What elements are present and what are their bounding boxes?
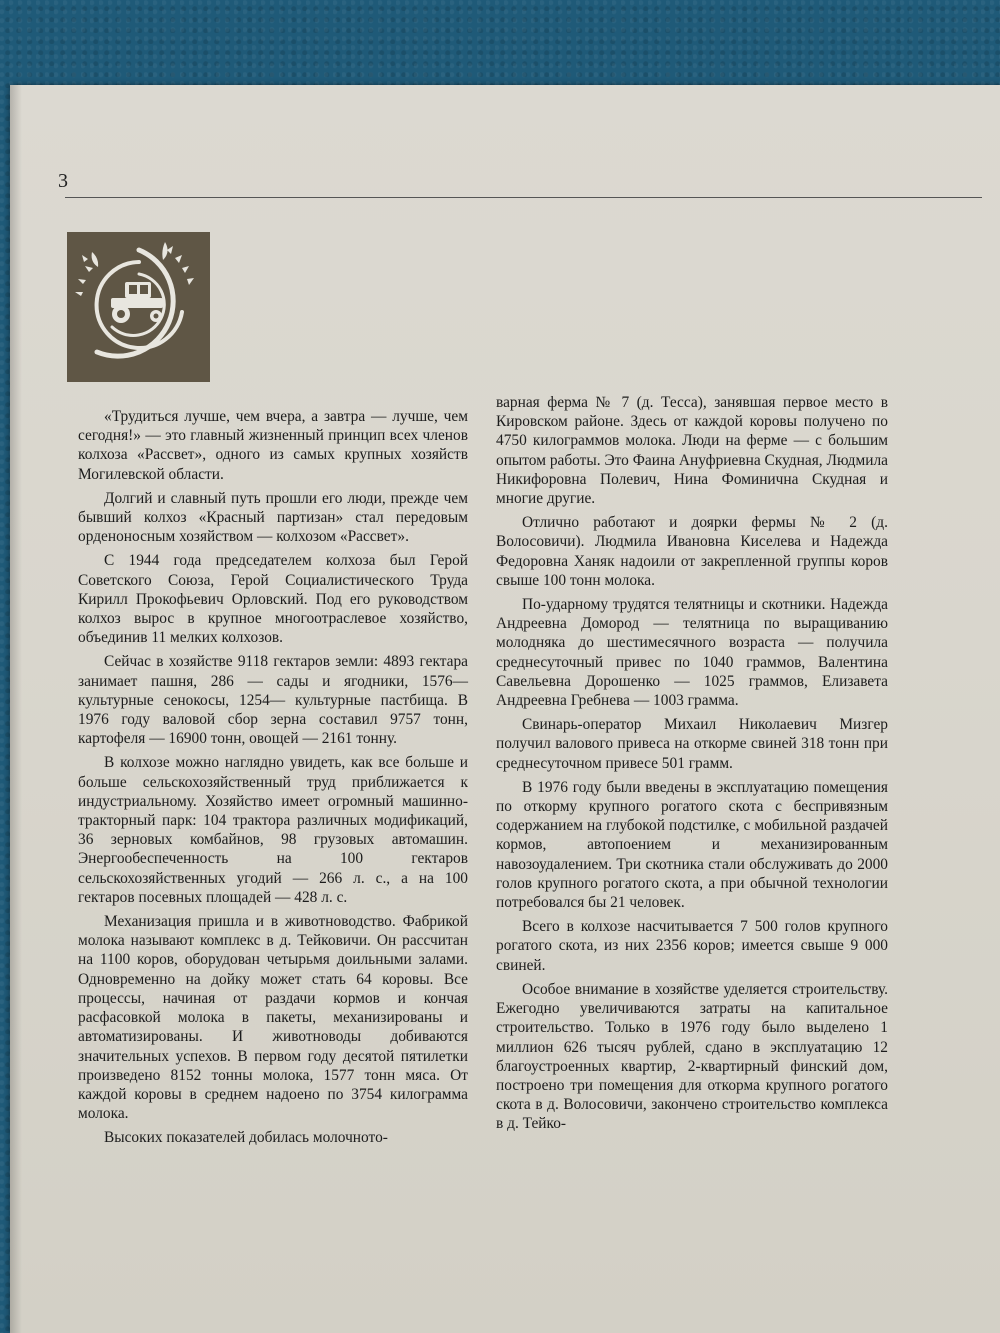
paragraph: варная ферма № 7 (д. Тесса), занявшая первое место в Кировском районе. Здесь от каждой коровы получено по 4750 килограммов молока. Люди на ферме — с большим опытом работы. Это Фаина Ануфриевна Скудная, Людмила Никифоровна Полевич, Нина Фоминична Скудная и многие другие. — [496, 394, 888, 508]
tractor-emblem-icon — [67, 232, 210, 382]
paragraph: Сейчас в хозяйстве 9118 гектаров земли: 4893 гектара занимает пашня, 286 — сады и ягодники, 1576—культурные сенокосы, 1254— культурные пастбища. В 1976 году валовой сбор зерна составил 9757 тонн, картофеля — 16900 тонн, овощей — 2161 тонну. — [78, 653, 468, 748]
page-number: 3 — [58, 170, 68, 192]
paragraph: С 1944 года председателем колхоза был Герой Советского Союза, Герой Социалистического Труда Кирилл Прокофьевич Орловский. Под его руководством колхоз вырос в крупное многоотраслевое хозяйство, объединив 11 мелких колхозов. — [78, 552, 468, 647]
article-right-column — [496, 393, 888, 1139]
paragraph: «Трудиться лучше, чем вчера, а завтра — лучше, чем сегодня!» — это главный жизненный принцип всех членов колхоза «Рассвет», одного из самых крупных хозяйств Могилевской области. — [78, 408, 468, 483]
paragraph: Долгий и славный путь прошли его люди, прежде чем бывший колхоз «Красный партизан» стал передовым орденоносным хозяйством — колхозом «Рассвет». — [78, 489, 468, 546]
paragraph: Свинарь-оператор Михаил Николаевич Мизгер получил валового привеса на откорме свиней 318 тонн при среднесуточном привесе 501 грамм. — [496, 716, 888, 772]
paragraph: Особое внимание в хозяйстве уделяется строительству. Ежегодно увеличиваются затраты на капитальное строительство. Только в 1976 году было выделено 1 миллион 626 тысяч рублей, сдано в эксплуатацию 12 благоустроенных квартир, 2-квартирный финский дом, построено три помещения для откорма крупного рогатого скота в д. Волосовичи, закончено строительство комплекса в д. Тейко- — [496, 980, 888, 1133]
header-rule — [65, 197, 982, 198]
paragraph: По-ударному трудятся телятницы и скотники. Надежда Андреевна Домород — телятница по выращиванию молодняка до шестимесячного возраста — получила среднесуточный привес по 1040 граммов, Валентина Савельевна Дорошенко — 1025 граммов, Елизавета Андреевна Гребнева — 1003 грамма. — [496, 596, 888, 710]
paragraph: В колхозе можно наглядно увидеть, как все больше и больше сельскохозяйственный труд приближается к индустриальному. Хозяйство имеет огромный машинно-тракторный парк: 104 трактора различных модификаций, 36 зерновых комбайнов, 98 грузовых автомашин. Энергообеспеченность на 100 гектаров сельскохозяйственных угодий — 266 л. с., а на 100 гектаров посевных площадей — 428 л. с. — [78, 754, 468, 906]
article-left-column — [78, 407, 468, 1153]
paragraph: В 1976 году были введены в эксплуатацию помещения по откорму крупного рогатого скота с беспривязным содержанием на глубокой подстилке, с мобильной раздачей кормов, автопоением и механизированным навозоудалением. Три скотника стали обслуживать до 2000 голов крупного рогатого скота, а при обычной технологии потребовался бы 21 человек. — [496, 778, 888, 912]
paragraph: Отлично работают и доярки фермы № 2 (д. Волосовичи). Людмила Ивановна Киселева и Надежда Федоровна Ханяк надоили от закрепленной группы коров свыше 100 тонн молока. — [496, 514, 888, 589]
paragraph: Механизация пришла и в животноводство. Фабрикой молока называют комплекс в д. Тейковичи. Он рассчитан на 1100 коров, оборудован четырьмя доильными залами. Одновременно на дойку может стать 64 коровы. Все процессы, начиная от раздачи кормов и кончая расфасовкой молока в пакеты, механизированы и автоматизированы. И животноводы добиваются значительных успехов. В первом году десятой пятилетки произведено 8152 тонны молока, 1577 тонн мяса. От каждой коровы в среднем надоено по 3754 килограмма молока. — [78, 913, 468, 1123]
paragraph: Всего в колхозе насчитывается 7 500 голов крупного рогатого скота, из них 2356 коров; имеется свыше 9 000 свиней. — [496, 918, 888, 974]
paragraph: Высоких показателей добилась молочното- — [104, 1129, 388, 1147]
document-page — [10, 85, 1000, 1333]
